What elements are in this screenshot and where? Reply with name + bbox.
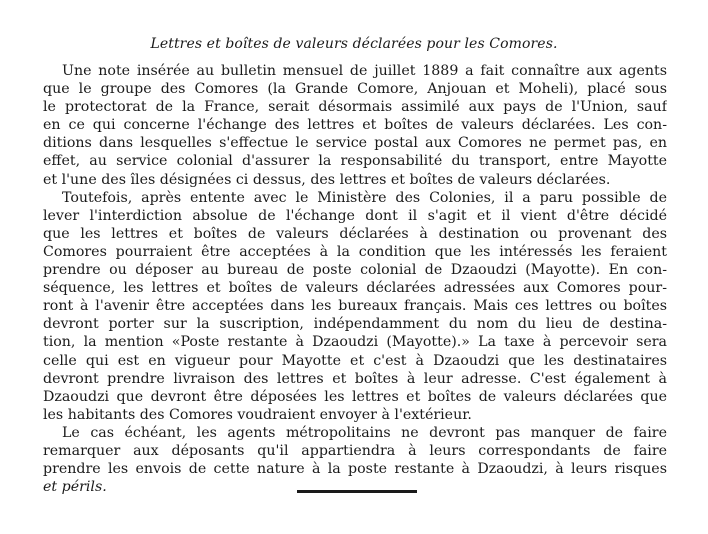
- text-line: lever l'interdiction absolue de l'échange dont il s'agit et il vient d'être décidé: [43, 207, 667, 224]
- text-line: devront prendre livraison des lettres et boîtes à leur adresse. C'est également à: [43, 370, 667, 387]
- text-line: Le cas échéant, les agents métropolitains ne devront pas manquer de faire: [62, 424, 667, 441]
- body-text: [43, 62, 667, 496]
- text-line: remarquer aux déposants qu'il appartiendra à leurs correspondants de faire: [43, 442, 667, 459]
- text-line: et périls.: [43, 479, 107, 496]
- text-line: Une note insérée au bulletin mensuel de juillet 1889 a fait connaître aux agents: [62, 63, 667, 79]
- text-line: en ce qui concerne l'échange des lettres et boîtes de valeurs déclarées. Les con-: [43, 117, 667, 134]
- text-line: que le groupe des Comores (la Grande Comore, Anjouan et Moheli), placé sous: [43, 81, 667, 98]
- text-line: effet, au service colonial d'assurer la responsabilité du transport, entre Mayotte: [43, 153, 667, 170]
- text-line: ront à l'avenir être acceptées dans les bureaux français. Mais ces lettres ou boîtes: [43, 298, 667, 315]
- text-line: ditions dans lesquelles s'effectue le service postal aux Comores ne permet pas, en: [43, 135, 667, 152]
- text-line: Dzaoudzi que devront être déposées les lettres et boîtes de valeurs déclarées que: [43, 388, 667, 405]
- text-line: prendre ou déposer au bureau de poste colonial de Dzaoudzi (Mayotte). En con-: [43, 262, 667, 279]
- text-line: tion, la mention «Poste restante à Dzaoudzi (Mayotte).» La taxe à percevoir sera: [43, 334, 667, 351]
- text-line: celle qui est en vigueur pour Mayotte et c'est à Dzaoudzi que les destinataires: [43, 352, 667, 369]
- text-line: prendre les envois de cette nature à la poste restante à Dzaoudzi, à leurs risques: [43, 461, 667, 478]
- text-line: et l'une des îles désignées ci dessus, des lettres et boîtes de valeurs déclarées.: [43, 171, 611, 188]
- text-line: le protectorat de la France, serait désormais assimilé aux pays de l'Union, sauf: [43, 99, 667, 116]
- text-line: Toutefois, après entente avec le Ministère des Colonies, il a paru possible de: [62, 189, 667, 206]
- text-line: Comores pourraient être acceptées à la condition que les intéressés les feraient: [43, 243, 667, 260]
- section-divider: [297, 490, 417, 493]
- text-line: les habitants des Comores voudraient envoyer à l'extérieur.: [43, 406, 472, 423]
- text-line: que les lettres et boîtes de valeurs déclarées à destination ou provenant des: [43, 225, 667, 242]
- section-title: Lettres et boîtes de valeurs déclarées pour les Comores.: [150, 36, 558, 52]
- text-line: séquence, les lettres et boîtes de valeurs déclarées adressées aux Comores pour-: [43, 280, 667, 297]
- text-line: devront porter sur la suscription, indépendamment du nom du lieu de destina-: [43, 316, 667, 333]
